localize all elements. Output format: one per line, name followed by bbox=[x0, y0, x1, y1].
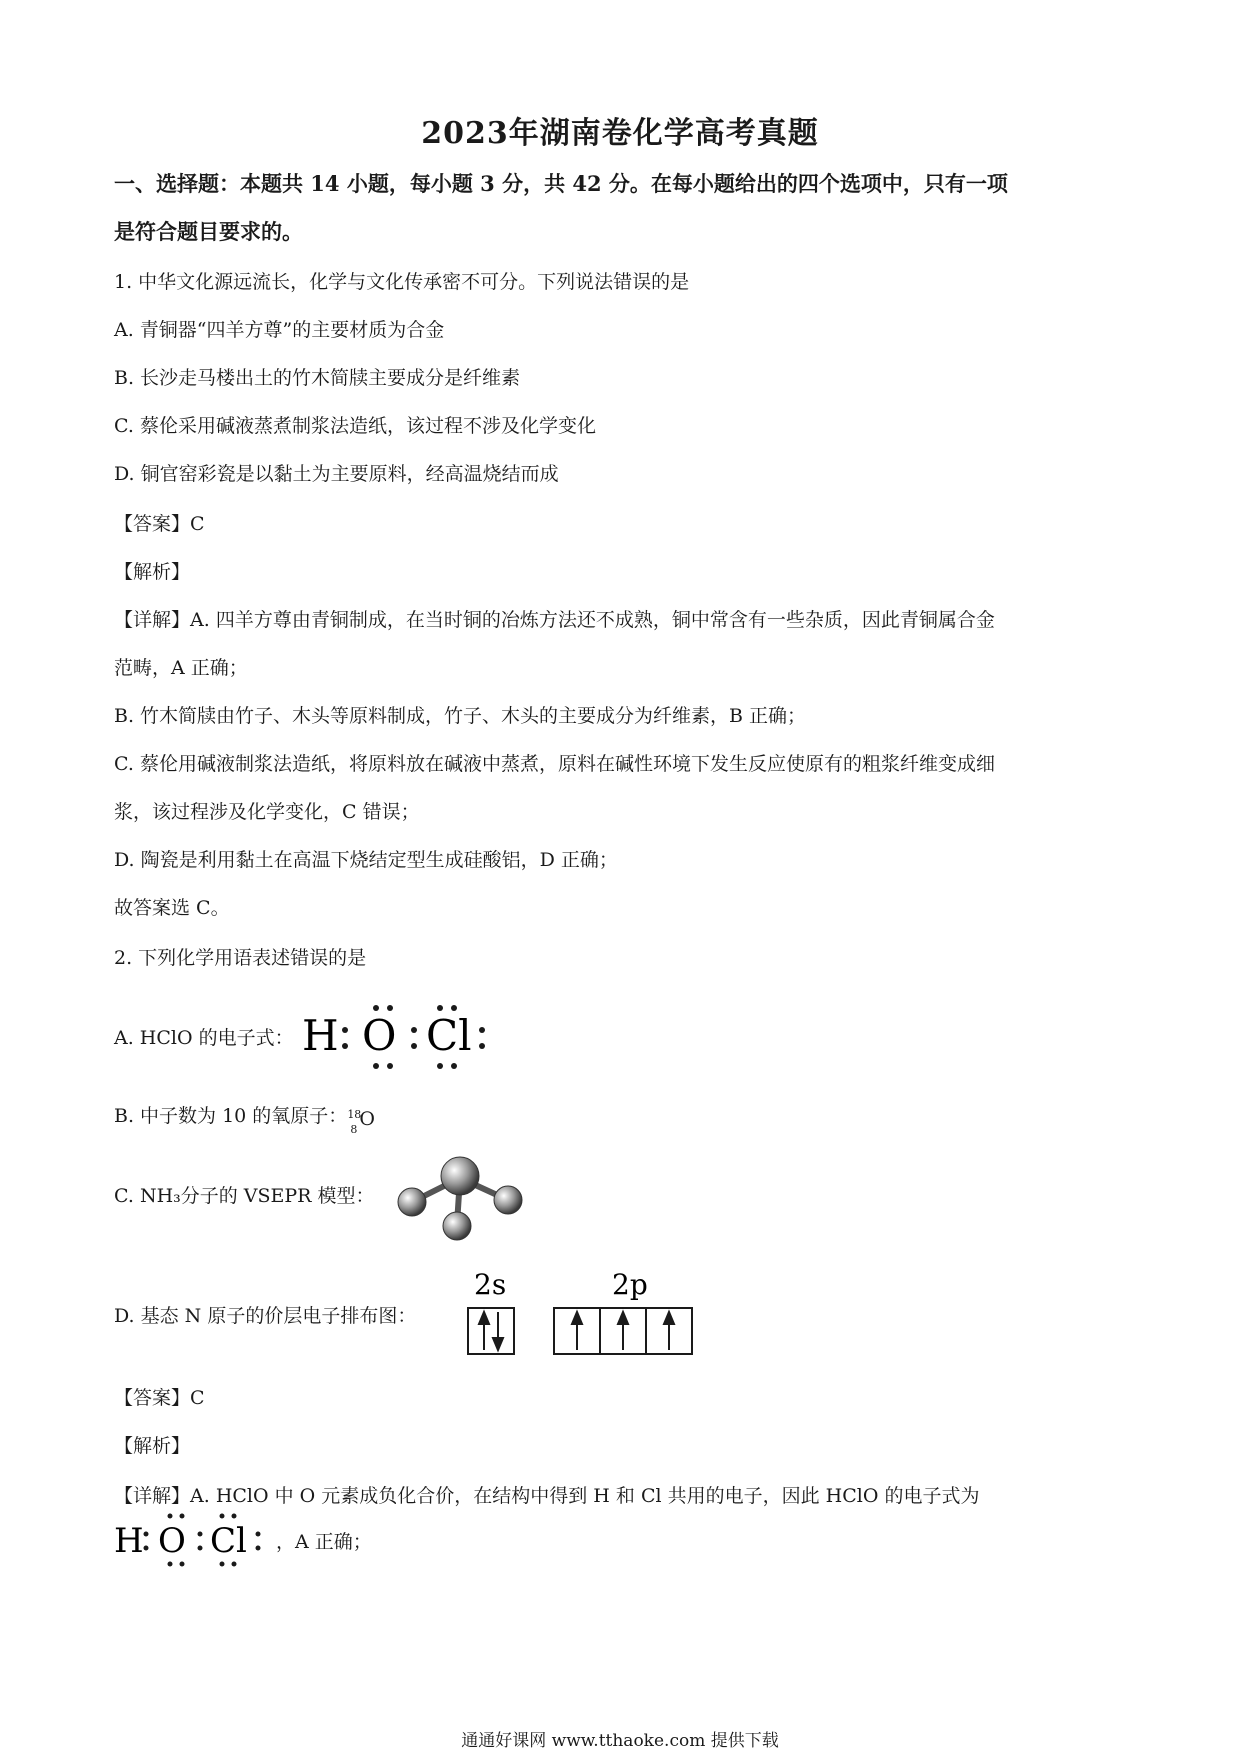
hclo-lewis-structure-inline bbox=[112, 1508, 272, 1572]
q1-detail-line-4: C. 蔡伦用碱液制浆法造纸，将原料放在碱液中蒸煮，原料在碱性环境下发生反应使原有的粗浆纤维变成细 bbox=[114, 753, 995, 775]
q1-option-b: B. 长沙走马楼出土的竹木简牍主要成分是纤维素 bbox=[114, 367, 521, 389]
q1-detail-line-5: 浆，该过程涉及化学变化，C 错误； bbox=[114, 801, 420, 823]
isotope-atomic-number: 8 bbox=[350, 1123, 358, 1136]
q1-stem: 1. 中华文化源远流长，化学与文化传承密不可分。下列说法错误的是 bbox=[114, 271, 690, 293]
detail-text: A. 四羊方尊由青铜制成，在当时铜的冶炼方法还不成熟，铜中常含有一些杂质，因此青铜属合金 bbox=[190, 609, 995, 631]
q1-option-a: A. 青铜器“四羊方尊”的主要材质为合金 bbox=[114, 319, 445, 341]
nitrogen-orbital-diagram bbox=[460, 1264, 710, 1364]
orbital-label-2s: 2s bbox=[474, 1268, 507, 1301]
lewis-h: H bbox=[302, 1011, 339, 1060]
q2-analysis-tag: 【解析】 bbox=[114, 1435, 191, 1457]
nitrogen-atom bbox=[441, 1157, 479, 1195]
nh3-vsepr-model bbox=[392, 1148, 528, 1244]
orbital-label-2p: 2p bbox=[612, 1268, 648, 1301]
answer-value: C bbox=[190, 1387, 205, 1409]
lewis-o: O bbox=[362, 1011, 397, 1060]
footer-source: 通通好课网 www.tthaoke.com 提供下载 bbox=[461, 1731, 779, 1751]
section-heading-line-2: 是符合题目要求的。 bbox=[114, 219, 303, 244]
hydrogen-atom-left bbox=[398, 1188, 426, 1216]
q1-detail-line-2: 范畴，A 正确； bbox=[114, 657, 248, 679]
answer-tag: 【答案】 bbox=[114, 1387, 191, 1409]
oxygen-18-isotope bbox=[347, 1103, 375, 1136]
answer-tag: 【答案】 bbox=[114, 513, 191, 535]
lewis-o: O bbox=[158, 1521, 186, 1561]
q1-detail-line-1 bbox=[114, 606, 995, 634]
q2-answer bbox=[114, 1384, 205, 1412]
hydrogen-atom-bottom bbox=[443, 1212, 471, 1240]
q2-detail-line-1 bbox=[114, 1482, 979, 1510]
isotope-mass-number: 18 bbox=[347, 1108, 362, 1121]
q1-detail-line-6: D. 陶瓷是利用黏土在高温下烧结定型生成硅酸铝，D 正确； bbox=[114, 849, 618, 871]
q1-option-c: C. 蔡伦采用碱液蒸煮制浆法造纸，该过程不涉及化学变化 bbox=[114, 415, 596, 437]
detail-tag: 【详解】 bbox=[114, 609, 191, 631]
page-title: 2023年湖南卷化学高考真题 bbox=[421, 116, 819, 151]
q1-detail-line-3: B. 竹木简牍由竹子、木头等原料制成，竹子、木头的主要成分为纤维素，B 正确； bbox=[114, 705, 807, 727]
q2-stem: 2. 下列化学用语表述错误的是 bbox=[114, 947, 367, 969]
q1-option-d: D. 铜官窑彩瓷是以黏土为主要原料，经高温烧结而成 bbox=[114, 463, 559, 485]
isotope-symbol: O bbox=[359, 1108, 375, 1130]
q2-option-d-label: D. 基态 N 原子的价层电子排布图： bbox=[114, 1305, 417, 1327]
q2-detail-line-2: ，A 正确； bbox=[276, 1531, 372, 1553]
q1-conclusion: 故答案选 C。 bbox=[114, 897, 230, 919]
hclo-lewis-structure bbox=[300, 998, 500, 1074]
q1-answer bbox=[114, 510, 205, 538]
q2-option-b-label: B. 中子数为 10 的氧原子： bbox=[114, 1105, 348, 1127]
q2-option-b bbox=[114, 1102, 375, 1136]
hydrogen-atom-right bbox=[494, 1186, 522, 1214]
lewis-cl: Cl bbox=[210, 1521, 247, 1561]
q1-analysis-tag: 【解析】 bbox=[114, 561, 191, 583]
detail-text: A. HClO 中 O 元素成负化合价，在结构中得到 H 和 Cl 共用的电子，因此 HClO 的电子式为 bbox=[190, 1485, 980, 1507]
q2-option-a-label: A. HClO 的电子式： bbox=[114, 1027, 294, 1049]
section-heading-line-1: 一、选择题：本题共 14 小题，每小题 3 分，共 42 分。在每小题给出的四个选项中，只有一项 bbox=[114, 171, 1008, 196]
electron-arrows bbox=[479, 1312, 674, 1350]
lewis-cl: Cl bbox=[426, 1011, 472, 1060]
answer-value: C bbox=[190, 513, 205, 535]
lewis-h: H bbox=[114, 1521, 144, 1561]
detail-tag: 【详解】 bbox=[114, 1485, 191, 1507]
q2-option-c-label: C. NH₃分子的 VSEPR 模型： bbox=[114, 1185, 375, 1207]
